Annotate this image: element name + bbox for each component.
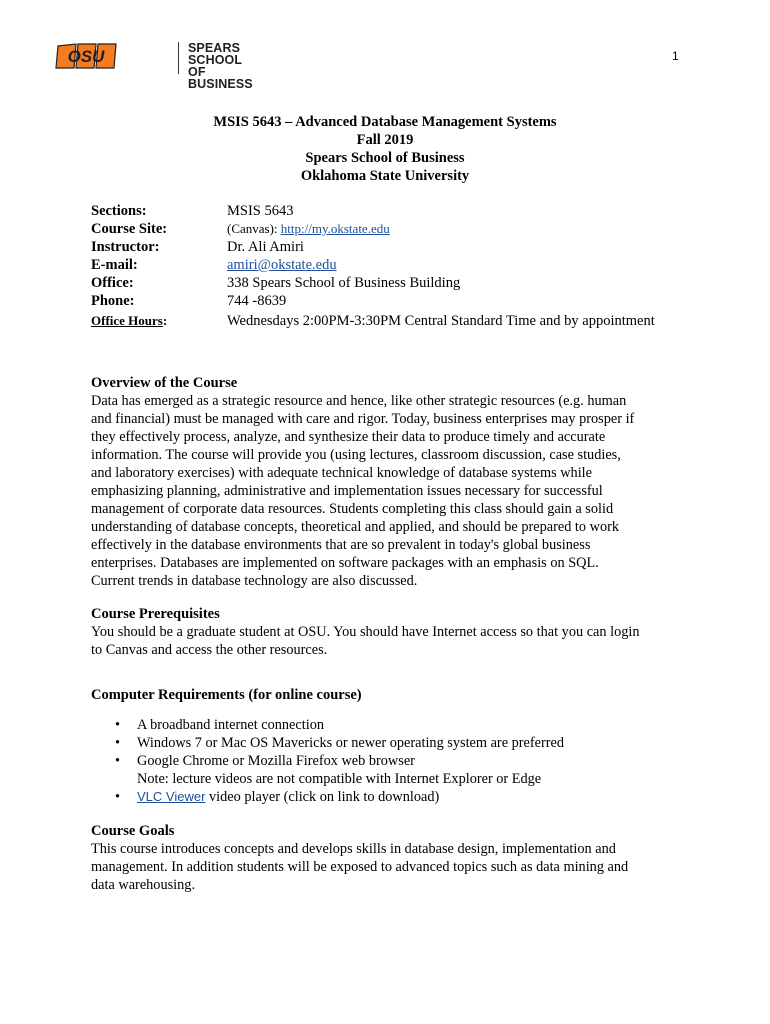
logo-monogram: OSU [67,47,105,66]
bullet-icon: • [115,789,121,805]
list-item [91,734,691,752]
list-item [91,716,691,734]
logo-wordmark [188,42,253,90]
overview-line: they effectively process, analyze, and synthesize their data to produce timely and accurate [91,429,606,445]
page-number: 1 [672,49,679,63]
logo-line-1: SPEARS SCHOOL [188,41,243,67]
requirement-text: Google Chrome or Mozilla Firefox web browser [137,753,415,769]
computer-requirements-section [91,686,691,806]
list-item [91,752,691,770]
overview-line: and laboratory exercises) with adequate technical knowledge of database systems while [91,465,592,481]
course-title-block [0,113,770,185]
overview-line: Data has emerged as a strategic resource and hence, like other strategic resources (e.g. human [91,393,627,409]
course-site-label: Course Site: [91,221,168,237]
logo-line-2: OF BUSINESS [188,65,253,91]
list-item-note [91,770,691,788]
overview-heading: Overview of the Course [91,375,238,391]
email-label: E-mail: [91,257,138,273]
overview-line: information. The course will provide you (using lectures, classroom discussion, case studies, [91,447,621,463]
course-title: MSIS 5643 – Advanced Database Management Systems [213,114,557,130]
office-label: Office: [91,275,134,291]
course-goals-section [91,822,691,894]
requirement-note: Note: lecture videos are not compatible with Internet Explorer or Edge [137,771,542,787]
info-row-email [91,256,711,274]
goals-line: data warehousing. [91,877,196,893]
prerequisites-line: You should be a graduate student at OSU. You should have Internet access so that you can login [91,624,640,640]
requirements-list [91,716,691,806]
email-link[interactable]: amiri@okstate.edu [227,257,337,273]
list-item [91,788,691,806]
office-hours-value: Wednesdays 2:00PM-3:30PM Central Standard Time and by appointment [227,313,655,329]
prerequisites-section [91,605,691,659]
goals-line: This course introduces concepts and develops skills in database design, implementation and [91,841,616,857]
course-info-table [91,202,711,330]
office-value: 338 Spears School of Business Building [227,275,461,291]
instructor-label: Instructor: [91,239,160,255]
canvas-link[interactable]: http://my.okstate.edu [280,221,390,236]
overview-line: Current trends in database technology are also discussed. [91,573,418,589]
office-hours-label-wrap [91,312,167,330]
overview-section [91,374,691,590]
info-row-office [91,274,711,292]
prerequisites-line: to Canvas and access the other resources. [91,642,328,658]
phone-value: 744 -8639 [227,293,287,309]
info-row-phone [91,292,711,310]
course-goals-heading: Course Goals [91,823,175,839]
overview-line: understanding of database concepts, theoretical and applied, and should be prepared to work [91,519,620,535]
term: Fall 2019 [356,132,414,148]
overview-line: emphasizing planning, administrative and implementation issues necessary for successful [91,483,603,499]
instructor-value: Dr. Ali Amiri [227,239,304,255]
osu-logo-icon [54,38,118,74]
office-hours-colon: : [162,313,168,328]
requirement-text: Windows 7 or Mac OS Mavericks or newer operating system are preferred [137,735,564,751]
info-row-course-site [91,220,711,238]
bullet-icon: • [115,735,121,751]
overview-line: and financial) must be managed with care and rigor. Today, business enterprises may prosper if [91,411,635,427]
email-value [227,256,337,274]
osu-spears-logo [54,38,253,91]
phone-label: Phone: [91,293,135,309]
requirement-text: A broadband internet connection [137,717,324,733]
overview-line: effectively in the database environments that are so prevalent in today's global business [91,537,591,553]
course-site-prefix: (Canvas): [227,221,281,236]
school-name: Spears School of Business [305,150,465,166]
course-site-value [227,220,390,238]
university-name: Oklahoma State University [300,168,470,184]
sections-value: MSIS 5643 [227,203,294,219]
bullet-icon: • [115,753,121,769]
overview-line: management of corporate data resources. Students completing this class should gain a solid [91,501,614,517]
requirement-text: video player (click on link to download) [205,789,440,805]
info-row-office-hours [91,312,711,330]
sections-label: Sections: [91,203,147,219]
logo-divider [178,42,179,74]
vlc-viewer-link[interactable]: VLC Viewer [137,789,206,804]
info-row-sections [91,202,711,220]
goals-line: management. In addition students will be exposed to advanced topics such as data mining and [91,859,629,875]
bullet-icon: • [115,717,121,733]
computer-requirements-heading: Computer Requirements (for online course) [91,687,362,703]
office-hours-label: Office Hours [91,313,163,328]
info-row-instructor [91,238,711,256]
overview-line: enterprises. Databases are implemented on software packages with an emphasis on SQL. [91,555,599,571]
prerequisites-heading: Course Prerequisites [91,606,220,622]
